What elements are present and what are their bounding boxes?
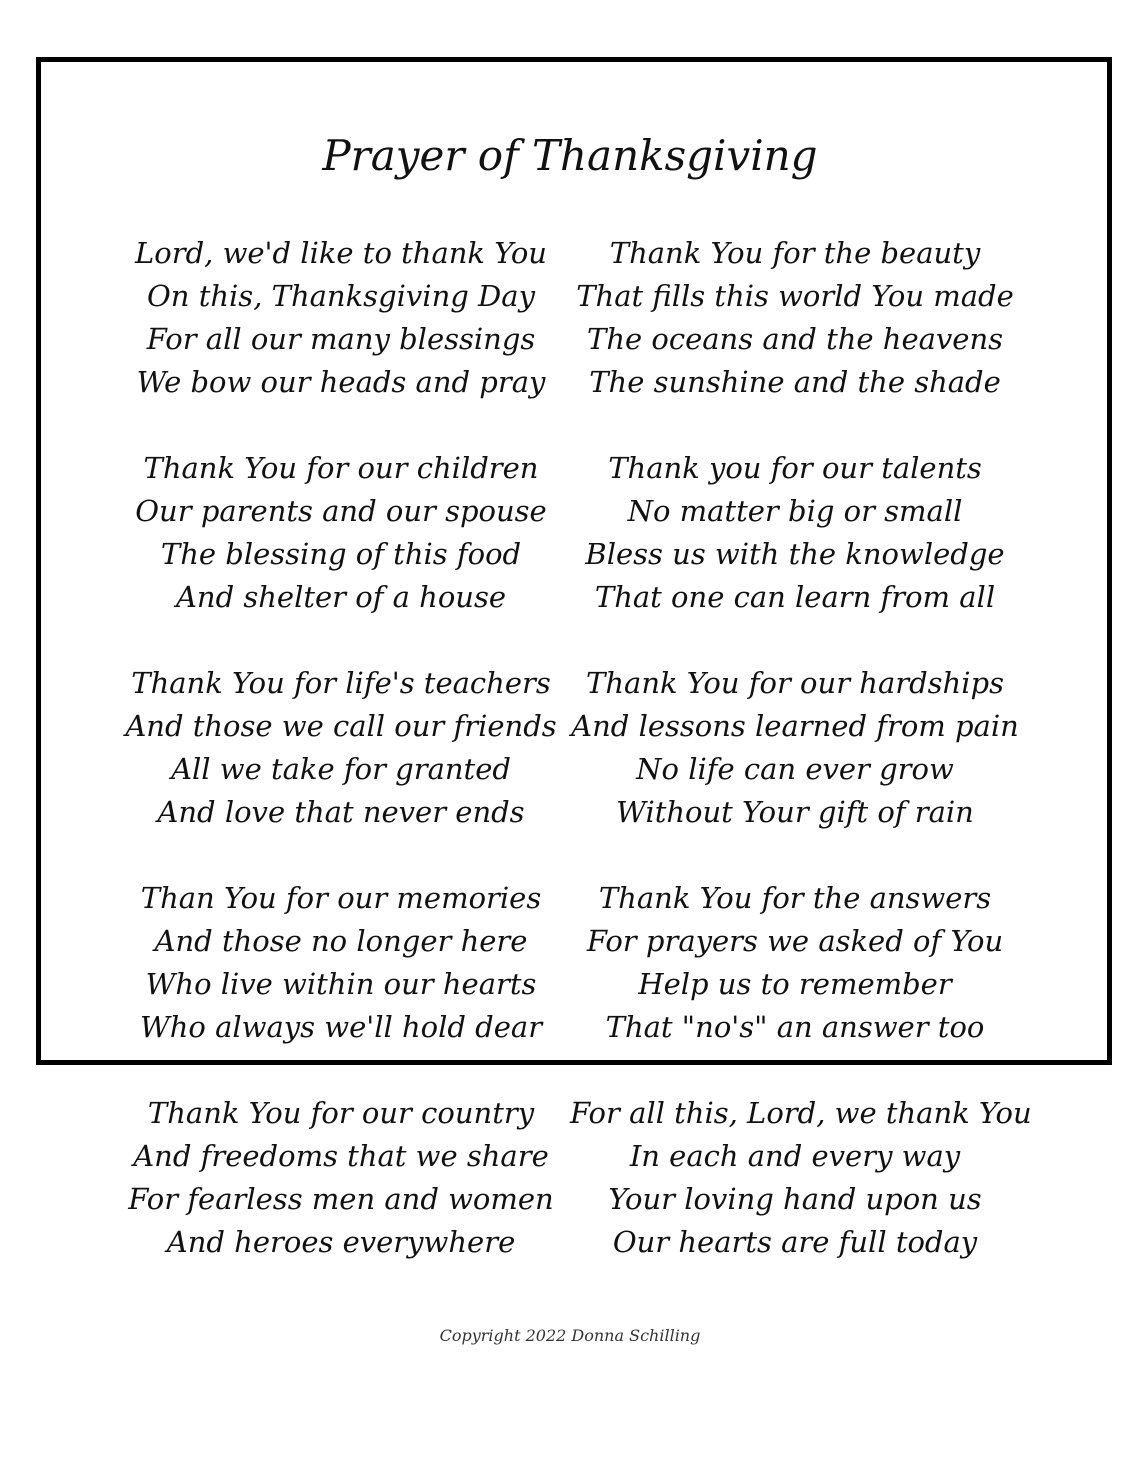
poem-line: And shelter of a house <box>175 580 507 614</box>
stanza <box>116 447 566 619</box>
poem-line: Thank You for life's teachers <box>131 666 551 700</box>
poem-line: And freedoms that we share <box>133 1139 549 1173</box>
poem-line: And heroes everywhere <box>166 1225 516 1259</box>
stanza <box>570 877 1020 1049</box>
poem-line: Than You for our memories <box>140 881 542 915</box>
stanza <box>116 232 566 404</box>
poem-line: Thank You for the answers <box>598 881 992 915</box>
poem-line: That fills this world You made <box>576 279 1014 313</box>
stanza <box>116 1092 566 1264</box>
stanza <box>570 447 1020 619</box>
poem-line: Our parents and our spouse <box>135 494 547 528</box>
poem-line: For prayers we asked of You <box>586 924 1004 958</box>
poem-line: Thank You for our country <box>147 1096 535 1130</box>
stanza <box>570 662 1020 834</box>
poem-line: Thank You for the beauty <box>609 236 981 270</box>
poem-line: And lessons learned from pain <box>571 709 1019 743</box>
poem-line: Thank You for our hardships <box>586 666 1004 700</box>
poem-line: Bless us with the knowledge <box>585 537 1005 571</box>
poem-line: The sunshine and the shade <box>589 365 1001 399</box>
stanza <box>570 232 1020 404</box>
poem-line: Our hearts are full today <box>612 1225 978 1259</box>
poem-line: The blessing of this food <box>160 537 522 571</box>
poem-line: Without Your gift of rain <box>616 795 974 829</box>
copyright-notice: Copyright 2022 Donna Schilling <box>439 1326 701 1345</box>
poem-line: Lord, we'd like to thank You <box>134 236 547 270</box>
right-column <box>570 232 1032 1307</box>
poem-line: That "no's" an answer too <box>605 1010 985 1044</box>
stanza <box>116 662 566 834</box>
poem-line: No matter big or small <box>627 494 963 528</box>
poem-line: That one can learn from all <box>594 580 996 614</box>
poem-line: On this, Thanksgiving Day <box>147 279 535 313</box>
poem-line: And love that never ends <box>157 795 525 829</box>
poem-line: In each and every way <box>629 1139 961 1173</box>
poem-line: Thank You for our children <box>143 451 539 485</box>
poem-line: Who always we'll hold dear <box>139 1010 543 1044</box>
poem-line: All we take for granted <box>171 752 511 786</box>
poem-line: We bow our heads and pray <box>136 365 546 399</box>
poem-line: Thank you for our talents <box>608 451 982 485</box>
poem-line: For all our many blessings <box>146 322 536 356</box>
stanza <box>116 877 566 1049</box>
poem-line: For all this, Lord, we thank You <box>570 1096 1032 1130</box>
poem-line: The oceans and the heavens <box>586 322 1004 356</box>
poem-line: And those no longer here <box>154 924 528 958</box>
poem-line: Who live within our hearts <box>145 967 537 1001</box>
stanza <box>570 1092 1032 1264</box>
poem-line: And those we call our friends <box>125 709 557 743</box>
poem-line: Your loving hand upon us <box>608 1182 982 1216</box>
poem-line: Help us to remember <box>638 967 952 1001</box>
poem-line: For fearless men and women <box>128 1182 554 1216</box>
left-column <box>116 232 566 1307</box>
poem-title: Prayer of Thanksgiving <box>322 131 818 180</box>
poem-line: No life can ever grow <box>636 752 954 786</box>
